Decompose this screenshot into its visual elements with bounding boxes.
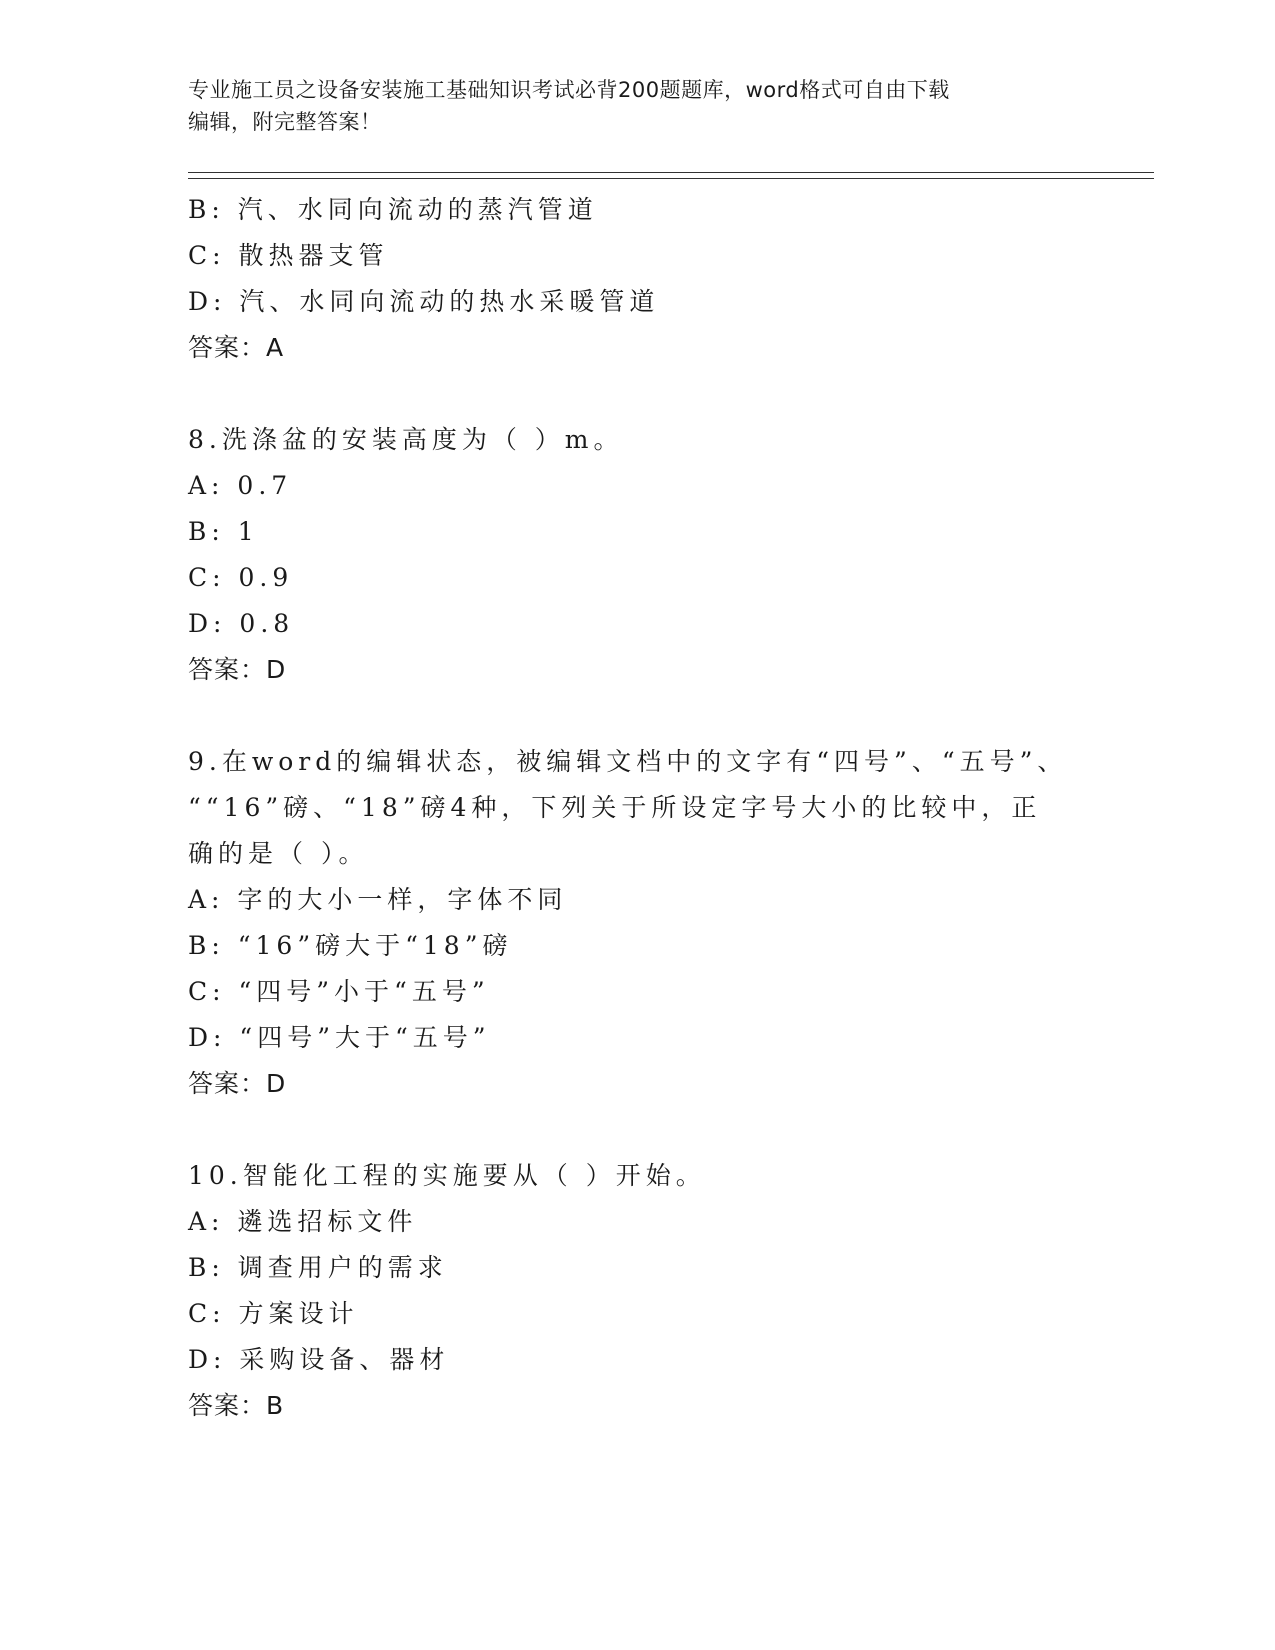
answer: 答案：D bbox=[188, 655, 287, 684]
header-line-1: 专业施工员之设备安装施工基础知识考试必背200题题库，word格式可自由下载 bbox=[188, 78, 950, 102]
option-d: D: 0.8 bbox=[188, 609, 295, 638]
spacer bbox=[188, 693, 1088, 739]
answer: 答案：D bbox=[188, 1069, 287, 1098]
option-c: C: “四号”小于“五号” bbox=[188, 977, 490, 1006]
document-body bbox=[188, 187, 1088, 1429]
option-a: A: 遴选招标文件 bbox=[188, 1207, 418, 1236]
option-c: C: 0.9 bbox=[188, 563, 294, 592]
question-7-tail bbox=[188, 187, 1088, 371]
question-stem-line-3: 确的是（ ）。 bbox=[188, 839, 369, 868]
header-divider-bottom bbox=[188, 178, 1154, 179]
question-stem: 10.智能化工程的实施要从（ ）开始。 bbox=[188, 1161, 706, 1190]
header-line-2: 编辑，附完整答案！ bbox=[188, 110, 382, 134]
question-stem-line-1: 9.在word的编辑状态，被编辑文档中的文字有“四号”、“五号”、 bbox=[188, 747, 1068, 776]
spacer bbox=[188, 1107, 1088, 1153]
option-c: C: 散热器支管 bbox=[188, 241, 389, 270]
option-b: B: “16”磅大于“18”磅 bbox=[188, 931, 513, 960]
question-stem-line-2: ““16”磅、“18”磅4种，下列关于所设定字号大小的比较中，正 bbox=[188, 793, 1042, 822]
header-divider-top bbox=[188, 172, 1154, 173]
question-10 bbox=[188, 1153, 1088, 1429]
question-9 bbox=[188, 739, 1088, 1107]
document-header bbox=[188, 74, 1088, 138]
option-b: B: 1 bbox=[188, 517, 259, 546]
option-c: C: 方案设计 bbox=[188, 1299, 359, 1328]
question-8 bbox=[188, 417, 1088, 693]
option-a: A: 字的大小一样，字体不同 bbox=[188, 885, 568, 914]
option-d: D: “四号”大于“五号” bbox=[188, 1023, 491, 1052]
question-stem: 8.洗涤盆的安装高度为（ ）m。 bbox=[188, 425, 624, 454]
answer: 答案：A bbox=[188, 333, 285, 362]
option-d: D: 采购设备、器材 bbox=[188, 1345, 450, 1374]
option-b: B: 汽、水同向流动的蒸汽管道 bbox=[188, 195, 598, 224]
answer: 答案：B bbox=[188, 1391, 285, 1420]
option-d: D: 汽、水同向流动的热水采暖管道 bbox=[188, 287, 660, 316]
option-b: B: 调查用户的需求 bbox=[188, 1253, 448, 1282]
option-a: A: 0.7 bbox=[188, 471, 293, 500]
spacer bbox=[188, 371, 1088, 417]
